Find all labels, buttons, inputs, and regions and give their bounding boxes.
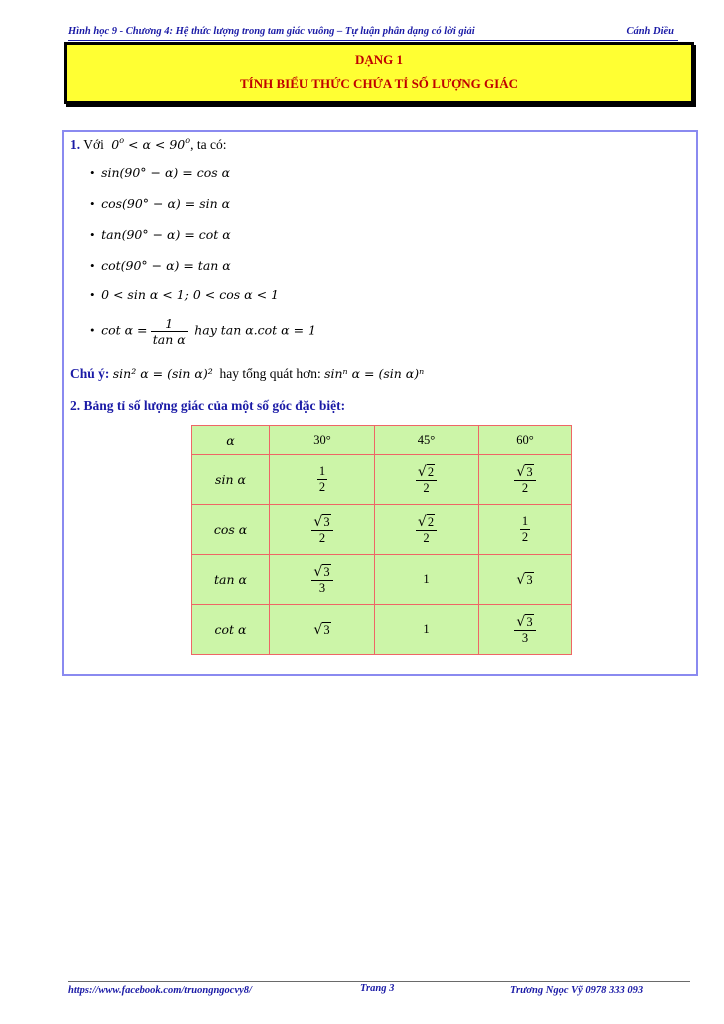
row-label: sin α xyxy=(192,455,270,505)
bullet-3: • tan(90° − α) = cot α xyxy=(90,227,231,242)
table-row xyxy=(192,455,572,505)
intro-text: Với xyxy=(83,137,104,152)
bullet-1: • sin(90° − α) = cos α xyxy=(90,165,231,180)
footer-rule xyxy=(68,981,690,982)
title-line1: DẠNG 1 xyxy=(354,52,404,67)
bullet-2: • cos(90° − α) = sin α xyxy=(90,196,231,211)
section2-heading: 2. Bảng tỉ số lượng giác của một số góc đặc biệt: xyxy=(70,398,346,413)
title-box xyxy=(64,42,694,104)
table-row xyxy=(192,605,572,655)
intro-tail: , ta có: xyxy=(190,137,227,152)
page-number: Trang 3 xyxy=(360,983,395,994)
header-cell: α xyxy=(192,426,270,455)
bullet-4: • cot(90° − α) = tan α xyxy=(90,258,231,273)
row-label: cot α xyxy=(192,605,270,655)
header-left: Hình học 9 - Chương 4: Hệ thức lượng trong tam giác vuông – Tự luận phân dạng có lời giải xyxy=(68,26,475,37)
section1-label: 1. xyxy=(70,137,81,152)
table-cell: $\frac{√2}{2}$ xyxy=(375,455,479,505)
footer-author: Trương Ngọc Vỹ 0978 333 093 xyxy=(510,985,644,996)
section1-intro xyxy=(70,136,226,153)
table-cell: √3 xyxy=(270,605,375,655)
table-cell: $\frac{√3}{3}$ xyxy=(479,605,572,655)
title-line2: TÍNH BIỂU THỨC CHỨA TỈ SỐ LƯỢNG GIÁC xyxy=(240,76,518,91)
table-row xyxy=(192,555,572,605)
table-row xyxy=(192,505,572,555)
row-label: tan α xyxy=(192,555,270,605)
cot-fraction xyxy=(151,316,188,347)
note-label: Chú ý: xyxy=(70,366,110,381)
bullet-6: • cot α = $\frac{1}{\text{tan α}}$ hay tan α.cot α = 1 xyxy=(90,316,316,347)
note-formula2: sinⁿ α = (sin α)ⁿ xyxy=(324,366,425,381)
header-cell: 30° xyxy=(270,426,375,455)
header-cell: 60° xyxy=(479,426,572,455)
cot-numerator: 1 xyxy=(151,316,188,332)
table-cell: $\frac{√3}{2}$ xyxy=(270,505,375,555)
intro-range: $0^o < \alpha < 90^o$ xyxy=(107,136,191,152)
footer-link[interactable]: https://www.facebook.com/truongngocvy8/ xyxy=(68,985,252,996)
table-cell: $\frac{√3}{2}$ xyxy=(479,455,572,505)
page-header xyxy=(68,26,678,41)
cot-tail: hay tan α.cot α = 1 xyxy=(194,322,316,338)
note-formula1: sin² α = (sin α)² xyxy=(112,366,213,381)
note-line xyxy=(70,366,424,382)
table-cell: 1 xyxy=(375,555,479,605)
row-label: cos α xyxy=(192,505,270,555)
trig-table xyxy=(191,425,572,655)
table-cell: $\frac{√2}{2}$ xyxy=(375,505,479,555)
table-cell: $\frac{1}{2}$ xyxy=(270,455,375,505)
table-header-row xyxy=(192,426,572,455)
cot-denominator: tan α xyxy=(152,332,186,347)
table-cell: $\frac{√3}{3}$ xyxy=(270,555,375,605)
header-cell: 45° xyxy=(375,426,479,455)
bullet-5: • 0 < sin α < 1; 0 < cos α < 1 xyxy=(90,287,279,302)
table-cell: $\frac{1}{2}$ xyxy=(479,505,572,555)
table-cell: 1 xyxy=(375,605,479,655)
header-right: Cánh Diều xyxy=(626,26,674,37)
note-text: hay tổng quát hơn: xyxy=(219,366,321,381)
table-cell: √3 xyxy=(479,555,572,605)
